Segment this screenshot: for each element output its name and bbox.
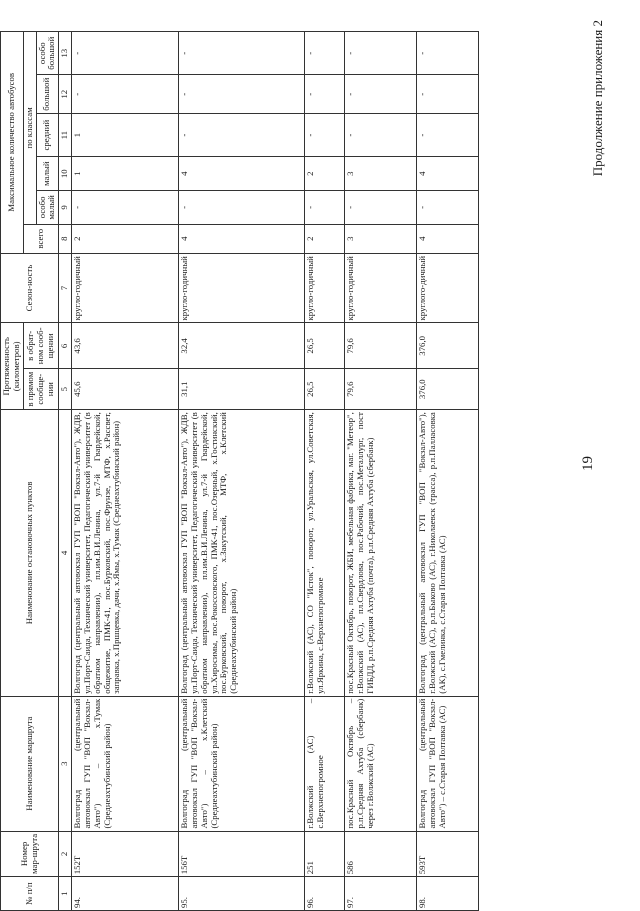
row-no: 94. [72, 877, 179, 911]
header-max-buses: Максимальное количество автобусов [1, 32, 24, 254]
seasonality: кругло-годичный [179, 253, 305, 323]
header-large: большой [36, 75, 59, 114]
length-forward: 26,5 [305, 369, 345, 410]
row-no: 98. [417, 877, 479, 911]
page-number: 19 [580, 456, 596, 471]
column-number: 6 [59, 323, 72, 369]
length-back: 43,6 [72, 323, 179, 369]
route-stops: Волгоград (центральный автовокзал ГУП "ВОП "Вокзал-Авто"), ЖДВ, ул.Порт-Саида, Технический университет, Педагогический университет (в обратном направлении), пл.им.В.И.Ленина, ул.7-й Гвардейской, ул.Хиросимы, пос.Рокоссовского, ПМК-41, пос.Озерный, х.Гостинский, пос.Бурковский, поворот, х.Закутский, МТФ, х.Клетский (Среднеахтубинский район) [179, 410, 305, 697]
buses-total: 3 [345, 224, 417, 253]
buses-small: 4 [417, 157, 479, 191]
route-stops: Волгоград (центральный автовокзал ГУП "ВОП "Вокзал-Авто"), ЖДВ, ул.Порт-Саида, Технический университет, Педагогический университет (в обратном направлении), пл.им.В.И.Ленина, ул.7-й Гвардейской, общежитие, ПМК-41, пос.Бурковский, пос.Фрунзе, МТФ, х.Рассвет, заправка, х.Пршцевка, дачи, х.Ямы, х.Тумак (Среднеахтубинский район) [72, 410, 179, 697]
header-length-forward: в прямом сообще-нии [23, 369, 59, 410]
buses-medium: - [305, 114, 345, 157]
buses-extra-large: - [72, 32, 179, 75]
header-route-name: Наименование маршрута [1, 696, 59, 831]
length-back: 79,6 [345, 323, 417, 369]
buses-extra-small: - [72, 191, 179, 225]
buses-small: 3 [345, 157, 417, 191]
seasonality: кругло-годичный [345, 253, 417, 323]
route-name: Волгоград (центральный автовокзал ГУП "ВОП "Вокзал-Авто") – х.Тумак (Среднеахтубинский район) [72, 696, 179, 831]
route-name: Волгоград (центральный автовокзал ГУП "ВОП "Вокзал-Авто") – с.Старая Полтавка (АС) [417, 696, 479, 831]
header-stops: Наименование остановочных пунктов [1, 410, 59, 697]
buses-total: 4 [417, 224, 479, 253]
seasonality: круглого-дичный [417, 253, 479, 323]
header-row [1, 32, 24, 911]
buses-extra-small: - [345, 191, 417, 225]
column-numbers-row [59, 32, 72, 911]
length-back: 26,5 [305, 323, 345, 369]
route-name: г.Волжский (АС) – с.Верхнепогромное [305, 696, 345, 831]
route-number: 593Т [417, 831, 479, 877]
buses-extra-small: - [305, 191, 345, 225]
row-no: 95. [179, 877, 305, 911]
buses-medium: - [345, 114, 417, 157]
seasonality: кругло-годичный [305, 253, 345, 323]
buses-extra-small: - [417, 191, 479, 225]
length-forward: 79,6 [345, 369, 417, 410]
buses-small: 4 [179, 157, 305, 191]
column-number: 3 [59, 696, 72, 831]
length-forward: 376,0 [417, 369, 479, 410]
header-length: Протяженность (километров) [1, 323, 24, 410]
buses-small: 2 [305, 157, 345, 191]
header-medium: средний [36, 114, 59, 157]
buses-large: - [179, 75, 305, 114]
route-number: 152Т [72, 831, 179, 877]
length-back: 32,4 [179, 323, 305, 369]
column-number: 13 [59, 32, 72, 75]
route-name: пос.Красный Октябрь – р.п.Средняя Ахтуба (сбербанк) через г.Волжский (АС) [345, 696, 417, 831]
buses-extra-large: - [305, 32, 345, 75]
column-number: 12 [59, 75, 72, 114]
buses-total: 4 [179, 224, 305, 253]
length-back: 376,0 [417, 323, 479, 369]
buses-extra-small: - [179, 191, 305, 225]
route-stops: г.Волжский (АС), СО "Исток", поворот, ул.Уральская, ул.Советская, ул.Яркина, с.Верхнепогромное [305, 410, 345, 697]
header-season: Сезон-ность [1, 253, 59, 323]
length-forward: 31,1 [179, 369, 305, 410]
column-number: 7 [59, 253, 72, 323]
buses-extra-large: - [345, 32, 417, 75]
table-row [345, 32, 417, 911]
header-route-no: Номер мар-шрута [1, 831, 59, 877]
column-number: 4 [59, 410, 72, 697]
buses-total: 2 [72, 224, 179, 253]
route-stops: Волгоград (центральный автовокзал ГУП "ВОП "Вокзал-Авто"), г.Волжский (АС), р.п.Быково (АС), г.Николаевск (трасса), р.п.Палласовка (АК), с.Гмелинка, с.Старая Полтавка (АС) [417, 410, 479, 697]
buses-large: - [345, 75, 417, 114]
buses-total: 2 [305, 224, 345, 253]
table-row [417, 32, 479, 911]
buses-medium: - [417, 114, 479, 157]
column-number: 5 [59, 369, 72, 410]
appendix-continuation-label: Продолжение приложения 2 [590, 20, 605, 177]
buses-large: - [305, 75, 345, 114]
column-number: 1 [59, 877, 72, 911]
route-stops: пос.Красный Октябрь, поворот, ЖБИ, мебельная фабрика, маг. "Метеор", г.Волжский (АС), пл.Свердлова, пос.Рабочий, пос.Металлург, пост ГИБДД, р.п.Средняя Ахтуба (почта), р.п.Средняя Ахтуба (сбербанк) [345, 410, 417, 697]
buses-medium: - [179, 114, 305, 157]
table-row [179, 32, 305, 911]
column-number: 9 [59, 191, 72, 225]
seasonality: кругло-годичный [72, 253, 179, 323]
length-forward: 45,6 [72, 369, 179, 410]
header-small: малый [36, 157, 59, 191]
buses-extra-large: - [179, 32, 305, 75]
column-number: 11 [59, 114, 72, 157]
buses-large: - [72, 75, 179, 114]
table-row [72, 32, 179, 911]
header-no: № п/п [1, 877, 59, 911]
route-number: 251 [305, 831, 345, 877]
buses-medium: 1 [72, 114, 179, 157]
buses-extra-large: - [417, 32, 479, 75]
routes-table [0, 31, 479, 911]
buses-small: 1 [72, 157, 179, 191]
header-extra-large: особо большой [36, 32, 59, 75]
route-number: 156Т [179, 831, 305, 877]
route-number: 586 [345, 831, 417, 877]
column-number: 10 [59, 157, 72, 191]
header-total: всего [23, 224, 59, 253]
buses-large: - [417, 75, 479, 114]
header-length-back: в обрат-ном сооб-щении [23, 323, 59, 369]
table-row [305, 32, 345, 911]
row-no: 97. [345, 877, 417, 911]
route-name: Волгоград (центральный автовокзал ГУП "ВОП "Вокзал-Авто") – х.Клетский (Среднеахтубинский район) [179, 696, 305, 831]
row-no: 96. [305, 877, 345, 911]
header-by-class: по классам [23, 32, 36, 225]
column-number: 8 [59, 224, 72, 253]
header-extra-small: особо малый [36, 191, 59, 225]
column-number: 2 [59, 831, 72, 877]
